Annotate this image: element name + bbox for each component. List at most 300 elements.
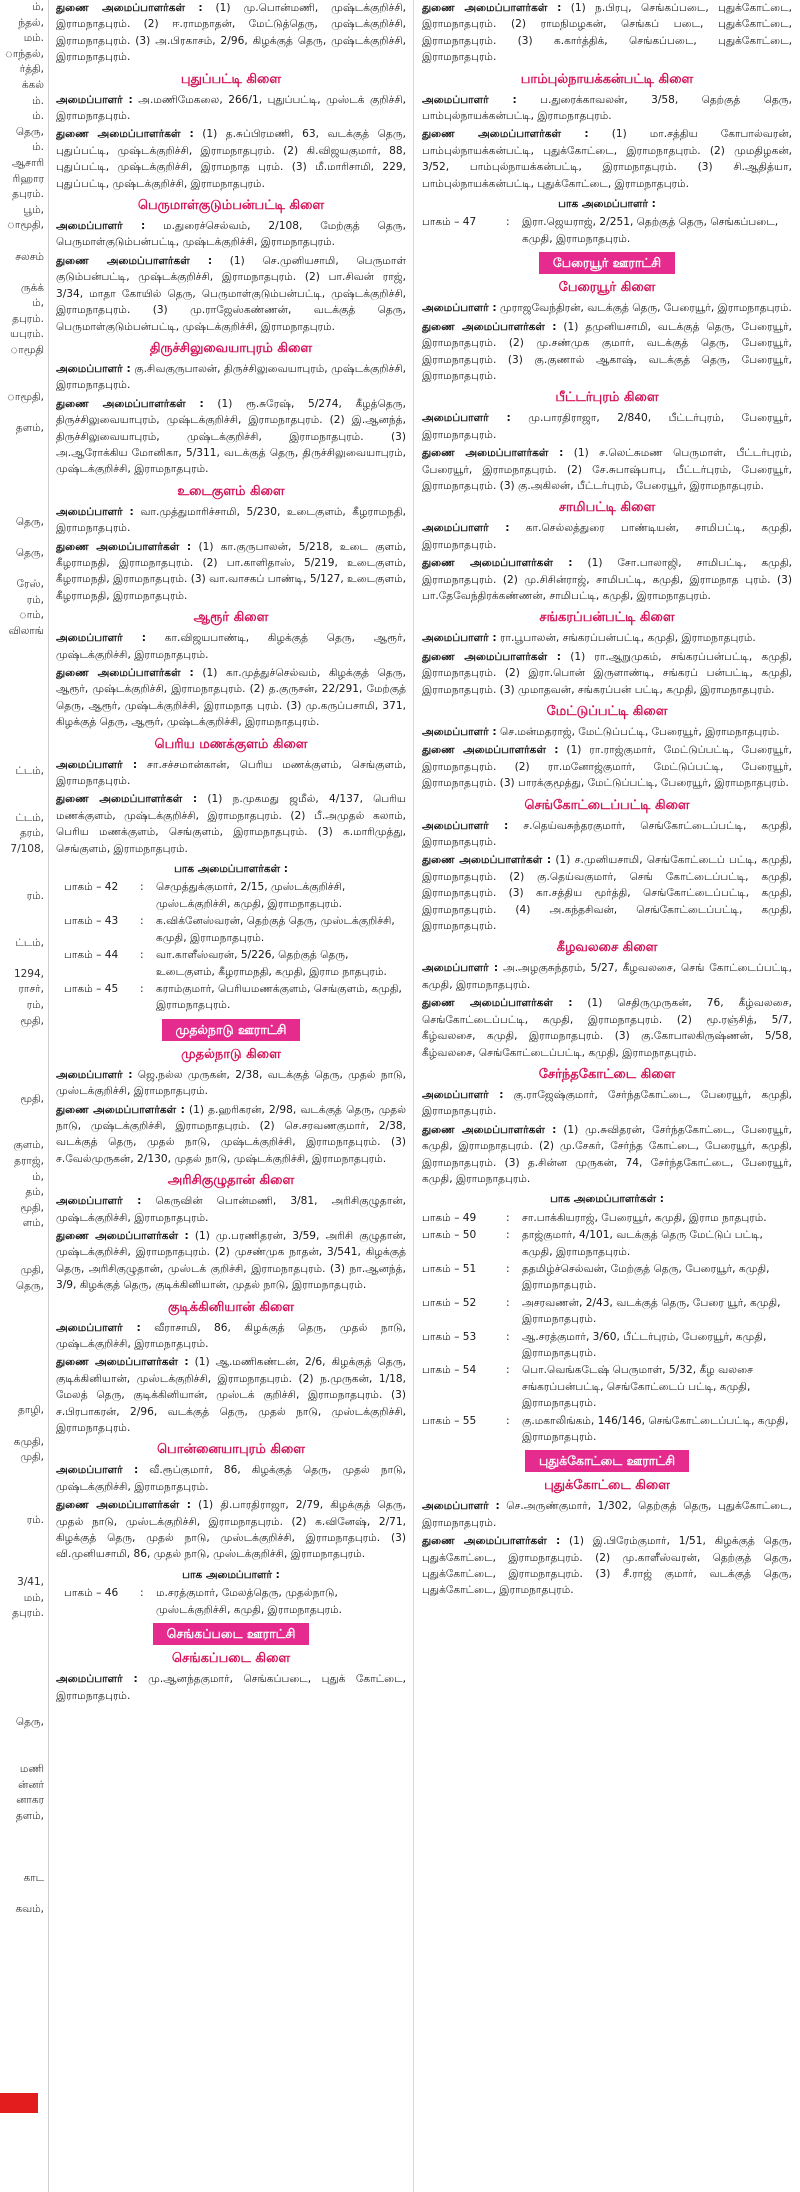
edge-text-fragment (0, 405, 48, 421)
branch-heading: பொன்னையாபுரம் கிளை (156, 1442, 306, 1458)
booth-label: பாகம் – 55 (422, 1414, 477, 1427)
edge-text-fragment: ரிஹார (12, 172, 44, 185)
edge-text-fragment: தபுரம். (12, 188, 44, 201)
organizer-label: அமைப்பாளர் : (422, 632, 497, 645)
organizer-label: அமைப்பாளர் : (422, 1500, 500, 1513)
edge-text-fragment: காட (23, 1872, 44, 1885)
organizer-paragraph (422, 818, 792, 851)
organizer-text: கெருவின் பொன்மணி, 3/81, அரிசிகுழுதான், முஷ்டக்குறிச்சி, இராமநாதபுரம். (56, 1195, 406, 1224)
organizer-text: ரா.பூபாலன், சங்கரப்பன்பட்டி, கமுதி, இராமநாதபுரம். (496, 632, 756, 645)
edge-text-fragment: ளம், (22, 1217, 44, 1230)
deputy-organizers-label: துணை அமைப்பாளர்கள் : (422, 2, 562, 14)
branch-heading: முதல்நாடு கிளை (181, 1046, 281, 1062)
edge-text-fragment (0, 717, 48, 733)
edge-text-fragment: ாமூதி, (6, 219, 44, 232)
booth-colon: : (140, 949, 144, 962)
organizer-label: அமைப்பாளர் : (56, 1068, 133, 1081)
deputy-organizers-label: துணை அமைப்பாளர்கள் : (422, 650, 562, 663)
deputy-organizers-text: (1) செ.முனியசாமி, பெருமாள் குடும்பன்பட்டி, முஷ்டக்குறிச்சி, இராமநாதபுரம். (2) பா.சிவன் ராஜ், 3/34, மாதா கோயில் தெரு, பெருமாள்குடும்பன்பட்டி, முஷ்டக்குறிச்சி, இராமநாதபுரம். (3) மு.ராஜேஸ்கண்ணன், வடக்குத் தெரு, பெருமாள்குடும்பன்பட்டி, முஷ்டக்குறிச்சி, இராமநாதபுரம். (56, 254, 406, 333)
booth-text: ம.சரத்குமார், மேலத்தெரு, முதல்நாடு, முஸ்டக்குறிச்சி, கமுதி, இராமநாதபுரம். (156, 1587, 342, 1616)
deputy-organizers-label: துணை அமைப்பாளர்கள் : (56, 2, 203, 14)
booth-colon: : (140, 1587, 144, 1600)
deputy-organizers-text: (1) இ.பிரேம்குமார், 1/51, கிழக்குத் தெரு, புதுக்கோட்டை, இராமநாதபுரம். (2) மு.காளீஸ்வரன், தெற்குத் தெரு, புதுக்கோட்டை, இராமநாதபுரம். (3) சீ.ராஜ் குமார், வடக்குத் தெரு, புதுக்கோட்டை, இராமநாதபுரம். (422, 1535, 792, 1597)
edge-text-fragment (0, 1528, 48, 1544)
edge-text-fragment: கமுதி, (13, 1435, 44, 1448)
booth-organizers-section (56, 861, 406, 1014)
deputy-organizers-label: துணை அமைப்பாளர்கள் : (56, 1229, 189, 1242)
booth-colon: : (506, 1262, 510, 1275)
edge-text-fragment: ம், (32, 297, 44, 310)
edge-text-fragment (0, 639, 48, 655)
edge-text-fragment: தபுரம். (12, 312, 44, 325)
edge-text-fragment: தெரு, (15, 1279, 44, 1292)
deputy-organizers-text: (1) மு.சுவிதரன், சேர்ந்தகோட்டை, பேரையூர், கமுதி, இராமநாதபுரம். (2) மு.சேகர், சேர்ந்த கோட்டை, பேரையூர், கமுதி, இராமநாதபுரம். (3) த.சின்ன முருகன், 74, சேர்ந்தகோட்டை, பேரையூர், கமுதி, இராமநாதபுரம். (422, 1123, 792, 1185)
edge-text-fragment (0, 359, 48, 375)
edge-text-fragment (0, 483, 48, 499)
edge-text-fragment (0, 374, 48, 390)
edge-text-fragment: முதி, (20, 1264, 44, 1277)
booth-row (56, 981, 406, 1014)
deputy-organizers-label: துணை அமைப்பாளர்கள் : (56, 540, 192, 553)
edge-text-fragment (0, 1232, 48, 1248)
booth-colon: : (506, 1414, 510, 1427)
branch-heading: பேரையூர் கிளை (558, 280, 656, 296)
organizer-paragraph (56, 1320, 406, 1353)
booth-label: பாகம் – 44 (64, 949, 119, 962)
branch-section (422, 70, 792, 192)
booth-text: தாஜ்குமார், 4/101, வடக்குத் தெரு மேட்டுப் பட்டி, கமுதி, இராமநாதபுரம். (522, 1229, 763, 1258)
deputy-organizers-paragraph (56, 665, 406, 731)
edge-text-fragment: தெரு, (15, 515, 44, 528)
booth-text: சா.பாக்கியராஜ், பேரையூர், கமுதி, இராம நாதபுரம். (522, 1211, 767, 1224)
edge-text-fragment (0, 686, 48, 702)
booth-label: பாகம் – 51 (422, 1262, 477, 1275)
panchayat-banner: செங்கப்படை ஊராட்சி (153, 1623, 310, 1645)
edge-text-fragment: பூம், (23, 203, 44, 216)
deputy-organizers-paragraph (422, 742, 792, 791)
deputy-organizers-paragraph (422, 126, 792, 192)
deputy-organizers-paragraph (422, 555, 792, 604)
deputy-organizers-paragraph (56, 1354, 406, 1436)
branch-section (422, 938, 792, 1060)
organizer-text: வீ.ரூப்குமார், 86, கிழக்குத் தெரு, முதல் நாடு, முஷ்டக்குறிச்சி, இராமநாதபுரம். (56, 1464, 406, 1493)
edge-text-fragment (0, 1076, 48, 1092)
booth-organizers-section (422, 196, 792, 247)
booth-text: க.விக்னேஸ்வரன், தெற்குத் தெரு, முஸ்டக்குறிச்சி, கமுதி, இராமநாதபுரம். (156, 915, 395, 944)
panchayat-banner: பேரையூர் ஊராட்சி (539, 252, 675, 274)
deputy-organizers-paragraph (422, 649, 792, 698)
edge-text-fragment: தளம், (15, 1809, 44, 1822)
branch-heading: புதுக்கோட்டை கிளை (544, 1478, 670, 1494)
edge-text-fragment: ரேஸ், (16, 577, 44, 590)
booth-organizers-section (56, 1567, 406, 1618)
deputy-organizers-text: (1) த.ஹரிகரன், 2/98, வடக்குத் தெரு, முதல் நாடு, முஷ்டக்குறிச்சி, இராமநாதபுரம். (2) செ.சரவணகுமார், 2/38, வடக்குத் தெரு, முதல் நாடு, முஷ்டக்குறிச்சி, இராமநாதபுரம். (3) ச.வேல்முருகன், 2/130, முதல் நாடு, முஷ்டக்குறிச்சி, இராமநாதபுரம். (56, 1103, 406, 1165)
deputy-organizers-text: (1) ஆ.மணிகண்டன், 2/6, கிழக்குத் தெரு, குடிக்கினியான், முஸ்டக்குறிச்சி, இராமநாதபுரம். (2) ந.முருகன், 1/18, மேலத் தெரு, குடிக்கினியான், முஸ்டக் குறிச்சி, இராமநாதபுரம். (3) ச.பிரபாகரன், 2/96, வடக்குத் தெரு, முதல் நாடு, முஸ்டக்குறிச்சி, இராமநாதபுரம். (56, 1356, 406, 1435)
booth-colon: : (506, 1330, 510, 1343)
booth-colon: : (140, 881, 144, 894)
edge-text-fragment (0, 780, 48, 796)
organizer-text: கு.ராஜேஷ்குமார், சேர்ந்தகோட்டை, பேரையூர், கமுதி, இராமநாதபுரம். (422, 1088, 792, 1118)
organizer-label: அமைப்பாளர் : (56, 1195, 142, 1208)
deputy-organizers-text: (1) கா.முத்துச்செல்வம், கிழக்குத் தெரு, ஆரூர், முஷ்டக்குறிச்சி, இராமநாதபுரம். (2) த.குருசன், 22/291, மேற்குத் தெரு, ஆரூர், முஷ்டக்குறிச்சி, இராமநாத புரம். (3) மு.கருப்பசாமி, 371, கிழக்குத் தெரு, ஆரூர், முஷ்டக்குறிச்சி, இராமநாதபுரம். (56, 667, 406, 729)
edge-text-fragment (0, 795, 48, 811)
deputy-organizers-label: துணை அமைப்பாளர்கள் : (56, 1499, 191, 1512)
edge-text-fragment (0, 1684, 48, 1700)
booth-label: பாகம் – 52 (422, 1296, 477, 1309)
organizer-paragraph (422, 724, 792, 740)
branch-section (422, 702, 792, 792)
organizer-paragraph (56, 361, 406, 394)
deputy-organizers-label: துணை அமைப்பாளர்கள் : (422, 1535, 561, 1548)
deputy-organizers-paragraph (56, 253, 406, 335)
edge-text-fragment (0, 1731, 48, 1747)
booth-label: பாகம் – 49 (422, 1211, 477, 1224)
branch-section (56, 1440, 406, 1562)
organizer-label: அமைப்பாளர் : (56, 632, 146, 645)
deputy-organizers-label: துணை அமைப்பாளர்கள் : (56, 667, 194, 679)
edge-text-fragment: மூதி, (20, 1092, 44, 1105)
deputy-organizers-text: (1) மு.பொன்மணி, முஷ்டக்குறிச்சி, இராமநாதபுரம். (2) ஈ.ராமநாதன், மேட்டுத்தெரு, முஷ்டக்குறிச்சி, இராமநாதபுரம். (3) அ.பிரகாசம், 2/96, கிழக்குத் தெரு, முஷ்டக்குறிச்சி, இராமநாதபுரம். (56, 2, 406, 64)
booth-organizers-title: பாக அமைப்பாளர்கள் : (550, 1193, 664, 1206)
booth-colon: : (506, 1364, 510, 1377)
branch-heading: குடிக்கினியான் கிளை (167, 1299, 295, 1315)
organizer-label: அமைப்பாளர் : (422, 522, 510, 535)
organizer-paragraph (56, 630, 406, 663)
booth-row (422, 1329, 792, 1362)
edge-text-fragment: ட்டம், (15, 765, 44, 778)
branch-section (56, 196, 406, 335)
branch-section (56, 608, 406, 730)
edge-text-fragment (0, 1840, 48, 1856)
booth-row (422, 1362, 792, 1411)
branch-heading: கீழவலசை கிளை (556, 940, 658, 956)
edge-text-fragment: ம், (32, 1, 44, 13)
edge-text-fragment: ரம். (26, 1513, 44, 1526)
edge-text-fragment (0, 1856, 48, 1872)
organizer-text: செ.மன்மதராஜ், மேட்டுப்பட்டி, பேரையூர், இராமநாதபுரம். (496, 726, 780, 738)
organizer-paragraph (422, 300, 792, 316)
edge-text-fragment: ட்டம், (15, 811, 44, 824)
organizer-paragraph (56, 1671, 406, 1704)
deputy-organizers-paragraph (422, 1533, 792, 1599)
branch-heading: மேட்டுப்பட்டி கிளை (546, 704, 668, 719)
edge-text-fragment: யபுரம். (9, 328, 44, 341)
deputy-organizers-label: துணை அமைப்பாளர்கள் : (422, 557, 573, 570)
booth-text: கராம்குமார், பெரியமணக்குளம், செங்குளம், கமுதி, இராமநாதபுரம். (156, 982, 402, 1012)
branch-section (422, 608, 792, 698)
edge-text-fragment: ர்த்தி, (19, 63, 44, 76)
edge-text-fragment: ஆசாரி (11, 156, 44, 169)
booth-text: இரா.ஜெயராஜ், 2/251, தெற்குத் தெரு, செங்கப்படை, கமுதி, இராமநாதபுரம். (522, 216, 779, 245)
edge-text-fragment: ந்தல், (18, 16, 44, 29)
organizer-label: அமைப்பாளர் : (56, 1321, 141, 1334)
branch-section (422, 498, 792, 604)
organizer-text: அ.அழகுசுந்தரம், 5/27, கீழவலசை, செங் கோட்டைப்பட்டி, கமுதி, இராமநாதபுரம். (422, 962, 792, 991)
branch-heading: சாமிபட்டி கிளை (558, 500, 656, 516)
organizer-paragraph (422, 1087, 792, 1120)
organizer-text: சா.சச்சமான்கான், பெரிய மணக்குளம், செங்குளம், இராமநாதபுரம். (56, 758, 406, 788)
booth-colon: : (506, 1296, 510, 1309)
edge-text-fragment: தளம், (15, 422, 44, 435)
edge-text-fragment (0, 1653, 48, 1669)
edge-text-fragment (0, 873, 48, 889)
edge-text-fragment: ம். (32, 110, 44, 123)
edge-text-fragment: ன்னர் (18, 1778, 44, 1791)
deputy-organizers-label: துணை அமைப்பாளர்கள் : (422, 744, 559, 757)
edge-text-fragment (0, 1747, 48, 1763)
edge-text-fragment: ாந்தல், (4, 47, 44, 60)
edge-text-fragment: மம், (23, 1591, 44, 1604)
edge-text-fragment (0, 1029, 48, 1045)
branch-heading: உடைகுளம் கிளை (177, 483, 285, 499)
organizer-paragraph (422, 630, 792, 646)
edge-text-fragment: ருக்க் (20, 281, 44, 294)
deputy-organizers-paragraph (422, 0, 792, 66)
edge-text-fragment (0, 1949, 48, 1965)
organizer-label: அமைப்பாளர் : (56, 1464, 139, 1477)
organizer-text: அ.மணிமேகலை, 266/1, புதுப்பட்டி, முஸ்டக் குறிச்சி, இராமநாதபுரம். (56, 93, 406, 123)
edge-text-fragment (0, 265, 48, 281)
branch-section (422, 1476, 792, 1598)
booth-label: பாகம் – 54 (422, 1364, 477, 1377)
booth-row (56, 1585, 406, 1618)
deputy-organizers-text: (1) தமுனியசாமி, வடக்குத் தெரு, பேரையூர், இராமநாதபுரம். (2) மு.சண்முக குமார், வடக்குத் தெரு, பேரையூர், இராமநாதபுரம். (3) கு.குணால் ஆகாஷ், வடக்குத் தெரு, பேரையூர், இராமநாதபுரம். (422, 320, 792, 382)
deputy-organizers-text: (1) செதிருமுருகன், 76, கீழ்வலசை, செங்கோட்டைப்பட்டி, கமுதி, இராமநாதபுரம். (2) மூ.ரஞ்சித், 5/7, கீழ்வலசை, கமுதி, இராமநாதபுரம். (3) கு.கோபாலகிருஷ்ணன், 5/58, கீழ்வலசை, செங்கோட்டைப்பட்டி, கமுதி, இராமநாதபுரம். (422, 997, 792, 1059)
edge-text-fragment: னாகர (16, 1794, 44, 1807)
booth-row (422, 1413, 792, 1446)
edge-text-fragment (0, 1934, 48, 1950)
organizer-text: வா.முத்துமாரிச்சாமி, 5/230, உடைகுளம், கீழராமநதி, இராமநாதபுரம். (56, 505, 406, 535)
edge-text-fragment: முதி, (20, 1451, 44, 1464)
edge-text-fragment (0, 951, 48, 967)
edge-text-fragment (0, 1887, 48, 1903)
booth-row (422, 1210, 792, 1226)
deputy-organizers-label: துணை அமைப்பாளர்கள் : (56, 254, 213, 267)
edge-text-fragment: தராஜ், (14, 1154, 44, 1167)
branch-section (422, 1065, 792, 1187)
edge-text-fragment (0, 858, 48, 874)
booth-colon: : (506, 1229, 510, 1242)
booth-text: அசரவணன், 2/43, வடக்குத் தெரு, பேரை யூர், கமுதி, இராமநாதபுரம். (522, 1296, 781, 1326)
edge-text-fragment (0, 1622, 48, 1638)
deputy-organizers-label: துணை அமைப்பாளர்கள் : (56, 1356, 189, 1369)
edge-text-fragment: ாமூதி, (6, 390, 44, 403)
edge-text-fragment (0, 904, 48, 920)
deputy-organizers-label: துணை அமைப்பாளர்கள் : (56, 128, 194, 141)
organizer-text: வீராசாமி, 86, கிழக்குத் தெரு, முதல் நாடு, முஷ்டக்குறிச்சி, இராமநாதபுரம். (56, 1321, 406, 1350)
edge-text-fragment (0, 530, 48, 546)
edge-text-fragment (0, 1824, 48, 1840)
branch-section (56, 1171, 406, 1293)
booth-row (422, 214, 792, 247)
edge-text-fragment: 1294, (13, 967, 44, 980)
booth-label: பாகம் – 42 (64, 881, 119, 894)
organizer-paragraph (422, 520, 792, 553)
booth-organizers-title: பாக அமைப்பாளர்கள் : (174, 863, 288, 876)
branch-heading: பெருமாள்குடும்பன்பட்டி கிளை (137, 198, 325, 214)
branch-section (56, 1649, 406, 1704)
deputy-organizers-paragraph (422, 852, 792, 934)
branch-heading: சங்கரப்பன்பட்டி கிளை (539, 610, 675, 626)
column-divider (413, 0, 414, 2192)
edge-text-fragment (0, 1325, 48, 1341)
edge-text-fragment (0, 499, 48, 515)
edge-text-fragment: ரம். (26, 889, 44, 902)
branch-section (56, 339, 406, 478)
deputy-organizers-label: துணை அமைப்பாளர்கள் : (422, 447, 564, 460)
branch-heading: பீட்டர்புரம் கிளை (555, 390, 659, 406)
organizer-label: அமைப்பாளர் : (422, 302, 497, 315)
branch-heading: திருச்சிலுவையாபுரம் கிளை (149, 340, 313, 356)
deputy-organizers-text: (1) ரூ.சுரேஷ், 5/274, கீழத்தெரு, திருச்சிலுவையாபுரம், முஷ்டக்குறிச்சி, இராமநாதபுரம். (2) இ.ஆனந்த், திருச்சிலுவையாபுரம், முஷ்டக்குறிச்சி, இராமநாதபுரம். (3) அ.ஆரோக்கிய மோனிகா, 5/311, வடக்குத் தெரு, திருச்சிலுவையாபுரம், முஷ்டக்குறிச்சி, இராமநாதபுரம். (56, 397, 406, 476)
branch-section (56, 1298, 406, 1437)
deputy-organizers-label: துணை அமைப்பாளர்கள் : (422, 1123, 557, 1136)
edge-text-fragment (0, 468, 48, 484)
deputy-organizers-label: துணை அமைப்பாளர்கள் : (56, 1103, 185, 1116)
booth-text: செமுத்துக்குமார், 2/15, முஸ்டக்குறிச்சி, முஸ்டக்குறிச்சி, கமுதி, இராமநாதபுரம். (156, 881, 346, 910)
edge-text-fragment: ட்டம், (15, 936, 44, 949)
edge-text-fragment: ராசர், (18, 983, 44, 996)
branch-heading: பெரிய மணக்குளம் கிளை (154, 736, 308, 752)
organizer-paragraph (56, 1193, 406, 1226)
booth-label: பாகம் – 46 (64, 1587, 119, 1600)
booth-text: பொ.வெங்கடேஷ் பெருமாள், 5/32, கீழ வலசை சங்கரப்பன்பட்டி, செங்கோட்டைப் பட்டி, கமுதி, இராமநாதபுரம். (522, 1364, 753, 1410)
organizer-paragraph (422, 960, 792, 993)
edge-text-fragment (0, 1248, 48, 1264)
edge-text-fragment: ம். (32, 141, 44, 154)
edge-text-fragment (0, 1388, 48, 1404)
edge-text-fragment (0, 1294, 48, 1310)
organizer-paragraph (56, 92, 406, 125)
organizer-label: அமைப்பாளர் : (56, 93, 133, 106)
organizer-text: செ.அருண்குமார், 1/302, தெற்குத் தெரு, புதுக்கோட்டை, இராமநாதபுரம். (422, 1500, 792, 1529)
booth-text: ஆ.சரத்குமார், 3/60, பீட்டர்புரம், பேரையூர், கமுதி, இராமநாதபுரம். (522, 1330, 767, 1359)
panchayat-banner: முதல்நாடு ஊராட்சி (162, 1019, 301, 1041)
booth-label: பாகம் – 47 (422, 216, 477, 229)
deputy-organizers-paragraph (422, 319, 792, 385)
organizer-label: அமைப்பாளர் : (56, 220, 146, 233)
edge-text-fragment (0, 1559, 48, 1575)
organizer-text: கு.சிவகுருபாலன், திருச்சிலுவையாபுரம், முஷ்டக்குறிச்சி, இராமநாதபுரம். (56, 362, 406, 392)
booth-row (56, 947, 406, 980)
edge-text-fragment (0, 1310, 48, 1326)
edge-text-fragment: ரம், (26, 593, 44, 606)
booth-label: பாகம் – 45 (64, 982, 119, 995)
edge-text-fragment: 3/41, (17, 1575, 44, 1588)
branch-section (56, 735, 406, 857)
organizer-paragraph (422, 410, 792, 443)
branch-section (56, 482, 406, 604)
booth-organizers-section (422, 1191, 792, 1445)
edge-text-fragment (0, 1497, 48, 1513)
branch-heading: ஆரூர் கிளை (193, 610, 269, 626)
organizer-text: ம.துரைச்செல்வம், 2/108, மேற்குத் தெரு, பெருமாள்குடும்பன்பட்டி, முஷ்டக்குறிச்சி, இராமநாதபுரம். (56, 220, 406, 249)
edge-text-fragment: மணி (19, 1763, 44, 1776)
deputy-organizers-text: (1) கா.குருபாலன், 5/218, உடை குளம், கீழராமநதி, இராமநாதபுரம். (2) பா.காளிதாஸ், 5/219, உடைகுளம், கீழராமநதி, இராமநாதபுரம். (3) வா.வாசகப் பாண்டி, 5/127, உடைகுளம், கீழராமநதி, இராமநாதபுரம். (56, 540, 406, 602)
organizer-paragraph (56, 1067, 406, 1100)
edge-text-fragment (0, 1060, 48, 1076)
deputy-organizers-paragraph (422, 445, 792, 494)
branch-heading: செங்கப்படை கிளை (171, 1651, 291, 1667)
branch-heading: புதுப்பட்டி கிளை (180, 71, 282, 87)
booth-text: ததமிழ்ச்செல்வன், மேற்குத் தெரு, பேரையூர், கமுதி, இராமநாதபுரம். (522, 1262, 770, 1292)
deputy-organizers-paragraph (56, 0, 406, 66)
organizer-paragraph (56, 504, 406, 537)
edge-text-fragment (0, 749, 48, 765)
organizer-label: அமைப்பாளர் : (422, 412, 511, 425)
edge-text-fragment (0, 1466, 48, 1482)
branch-section (422, 278, 792, 384)
edge-text-fragment (0, 671, 48, 687)
deputy-organizers-paragraph (56, 791, 406, 857)
deputy-organizers-paragraph (56, 396, 406, 478)
branch-section (422, 388, 792, 494)
organizer-text: மு.ஆனந்தகுமார், செங்கப்படை, புதுக் கோட்டை, இராமநாதபுரம். (56, 1673, 406, 1702)
deputy-organizers-paragraph (56, 1228, 406, 1294)
edge-text-fragment (0, 1481, 48, 1497)
panchayat-banner-wrap (422, 252, 792, 274)
booth-label: பாகம் – 43 (64, 915, 119, 928)
organizer-text: ப.துரைக்காவலன், 3/58, தெற்குத் தெரு, பாம்புல்நாயக்கன்பட்டி, இராமநாதபுரம். (422, 93, 792, 123)
deputy-organizers-paragraph (56, 1497, 406, 1563)
organizer-text: கா.விஜயபாண்டி, கிழக்குத் தெரு, ஆரூர், முஷ்டக்குறிச்சி, இராமநாதபுரம். (56, 632, 406, 661)
organizer-text: முராஜவேந்திரன், வடக்குத் தெரு, பேரையூர், இராமநாதபுரம். (496, 302, 792, 315)
booth-row (56, 913, 406, 946)
deputy-organizers-paragraph (422, 1122, 792, 1188)
deputy-organizers-text: (1) த.சுப்பிரமணி, 63, வடக்குத் தெரு, புதுப்பட்டி, முஷ்டக்குறிச்சி, இராமநாதபுரம். (2) கி.விஜயகுமார், 88, புதுப்பட்டி, முஷ்டக்குறிச்சி, இராமநாத புரம். (3) மீ.மாரிசாமி, 229, புதுப்பட்டி, முஷ்டக்குறிச்சி, இராமநாதபுரம். (56, 128, 406, 190)
edge-text-fragment: தெரு, (15, 1716, 44, 1729)
edge-text-fragment (0, 1372, 48, 1388)
edge-text-fragment (0, 1045, 48, 1061)
panchayat-banner-wrap (422, 1450, 792, 1472)
deputy-organizers-text: (1) சோ.பாலாஜி, சாமிபட்டி, கமுதி, இராமநாதபுரம். (2) மு.சிசின்ராஜ், சாமிபட்டி, கமுதி, இராமநாத புரம். (3) பா.தேவேந்திரக்கண்ணன், சாமிபட்டி, கமுதி, இராமநாதபுரம். (422, 557, 792, 602)
booth-row (422, 1261, 792, 1294)
booth-text: கு.மகாலிங்கம், 146/146, செங்கோட்டைப்பட்டி, கமுதி, இராமநாதபுரம். (522, 1414, 789, 1444)
organizer-label: அமைப்பாளர் : (56, 1673, 138, 1686)
branch-section (56, 70, 406, 192)
deputy-organizers-text: (1) ரா.ஆறுமுகம், சங்கரப்பன்பட்டி, கமுதி, இராமநாதபுரம். (2) இரா.பொன் இருளாண்டி, சங்கரப் பன்பட்டி, கமுதி, இராமநாதபுரம். (3) முமாதவன், சங்கரப்பன் பட்டி, கமுதி, இராமநாதபுரம். (422, 650, 792, 696)
adjacent-column-edge (0, 0, 49, 2192)
edge-text-fragment: தபுரம். (12, 1607, 44, 1620)
section-top (56, 0, 406, 66)
organizer-label: அமைப்பாளர் : (56, 758, 138, 771)
edge-text-fragment (0, 920, 48, 936)
edge-text-fragment: க்கல் (21, 78, 44, 91)
booth-colon: : (506, 1211, 510, 1224)
organizer-text: ச.தெய்வசுந்தரகுமார், செங்கோட்டைப்பட்டி, கமுதி, இராமநாதபுரம். (422, 819, 792, 849)
organizer-paragraph (56, 757, 406, 790)
edge-text-fragment (0, 1669, 48, 1685)
organizer-label: அமைப்பாளர் : (422, 726, 497, 738)
booth-colon: : (140, 982, 144, 995)
deputy-organizers-text: (1) தி.பாரதிராஜா, 2/79, கிழக்குத் தெரு, முதல் நாடு, முஸ்டக்குறிச்சி, இராமநாதபுரம். (2) க.வினேஷ், 2/71, கிழக்குத் தெரு, முதல் நாடு, முஸ்டக்குறிச்சி, இராமநாதபுரம். (3) வி.முனியசாமி, 86, முதல் நாடு, முஸ்டக்குறிச்சி, இராமநாதபுரம். (56, 1499, 406, 1561)
organizer-paragraph (422, 92, 792, 125)
edge-text-fragment: தரம், (19, 827, 44, 840)
edge-text-fragment (0, 655, 48, 671)
edge-text-fragment: குளம், (13, 1139, 44, 1152)
edge-text-fragment: ரம், (26, 999, 44, 1011)
edge-text-fragment (0, 437, 48, 453)
booth-row (56, 879, 406, 912)
organizer-paragraph (56, 218, 406, 251)
deputy-organizers-paragraph (56, 126, 406, 192)
deputy-organizers-label: துணை அமைப்பாளர்கள் : (422, 128, 589, 141)
organizer-label: அமைப்பாளர் : (422, 819, 509, 832)
deputy-organizers-text: (1) மு.பரணிதரன், 3/59, அரிசி குழுதான், முஷ்டக்குறிச்சி, இராமநாதபுரம். (2) முசண்முக நாதன், 3/541, கிழக்குத் தெரு, அரிசிகுழுதான், முஸ்டக் குறிச்சி, இராமநாதபுரம். (3) நா.ஆனந்த், 3/9, கிழக்குத் தெரு, குடிக்கினியான், முதல் நாடு, இராமநாதபுரம். (56, 1229, 406, 1292)
booth-row (422, 1295, 792, 1328)
left-column (56, 0, 406, 1708)
edge-text-fragment: கவம், (15, 1903, 44, 1916)
